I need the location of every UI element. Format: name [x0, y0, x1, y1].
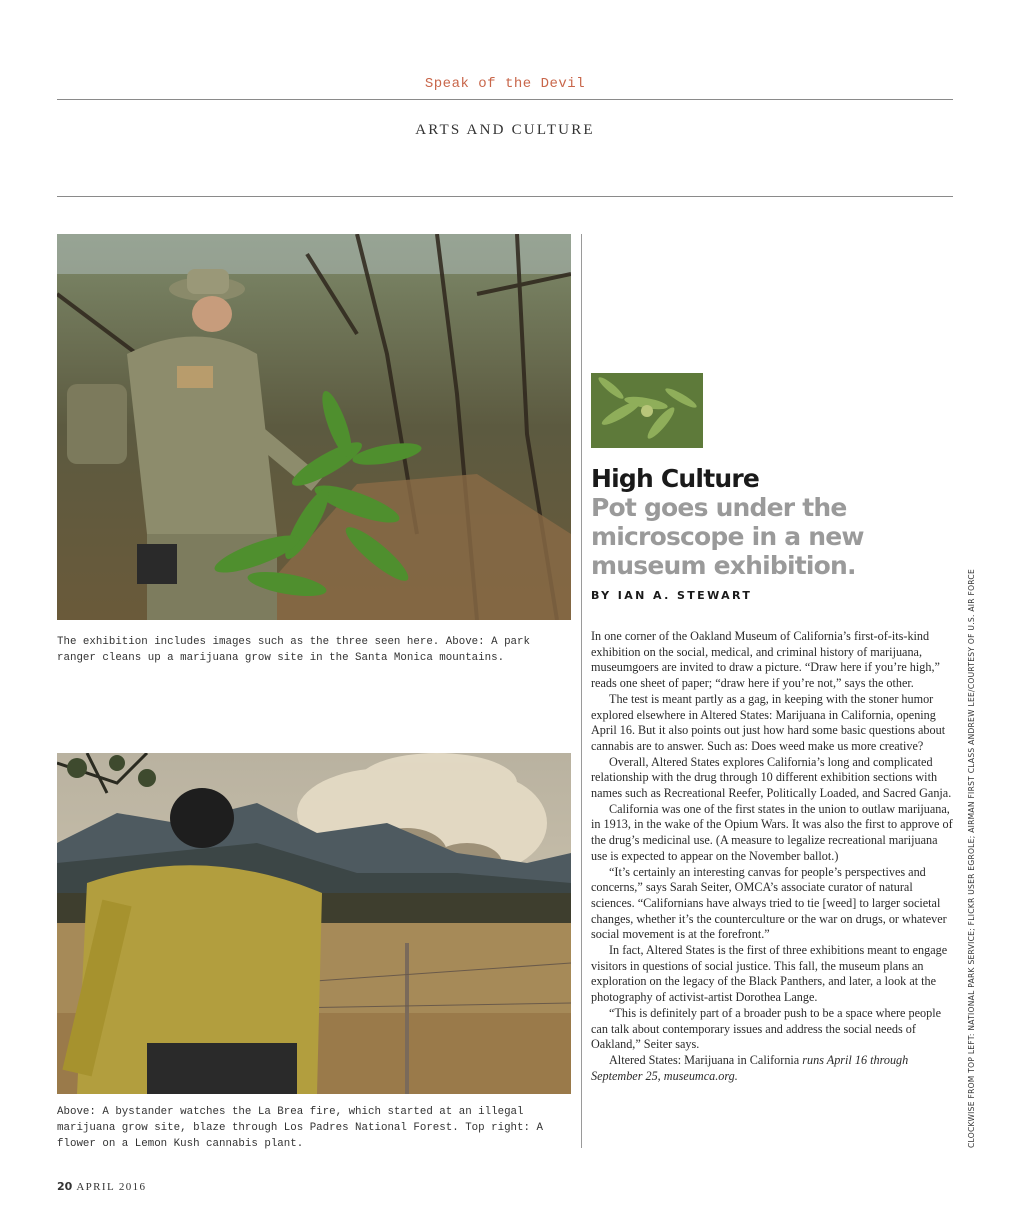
kicker: Speak of the Devil: [424, 76, 586, 92]
exhibition-name: Altered States: Marijuana in California: [609, 1052, 800, 1067]
page-number: 20: [57, 1180, 73, 1193]
article-dek: Pot goes under the microscope in a new museum exhibition.: [591, 493, 864, 580]
paragraph: The test is meant partly as a gag, in keeping with the stoner humor explored elsewhere in Altered States: Marijuana in California, opening April 16. But it also points out just how hard some basic questions about cannabis are to answer. Such as: Does weed make us more creative?: [591, 691, 946, 753]
issue-date: APRIL 2016: [76, 1181, 147, 1193]
byline: BY IAN A. STEWART: [591, 589, 753, 602]
paragraph: “This is definitely part of a broader push to be a space where people can talk about contemporary issues and address the social needs of Oakland,” Seiter says.: [591, 1005, 941, 1052]
paragraph: Overall, Altered States explores California’s long and complicated relationship with the drug through 10 different exhibition sections with names such as Recreational Reefer, Politically Loaded, and Sacred Ganja.: [591, 754, 952, 801]
paragraph: “It’s certainly an interesting canvas for people’s perspectives and concerns,” says Sarah Seiter, OMCA’s associate curator of natural sciences. “Californians have always tried to tie [weed] to larger societal changes, whether it’s the counterculture or the war on drugs, or whatever social movement is at the forefront.”: [591, 864, 947, 942]
column-divider: [581, 234, 582, 1148]
article-headline: [591, 464, 881, 580]
photo-credit: CLOCKWISE FROM TOP LEFT: NATIONAL PARK SERVICE; FLICKR USER EGROLE; AIRMAN FIRST CLASS ANDREW LEE/COURTESY OF U.S. AIR FORCE: [967, 569, 976, 1148]
ranger-photo: [57, 234, 571, 620]
header-bottom-rule: [57, 196, 953, 197]
folio: [57, 1180, 146, 1193]
fire-photo: [57, 753, 571, 1094]
bottom-photo-caption: Above: A bystander watches the La Brea fire, which started at an illegal marijuana grow site, blaze through Los Padres National Forest. Top right: A flower on a Lemon Kush cannabis plant.: [57, 1106, 543, 1150]
article-title: High Culture: [591, 464, 760, 493]
paragraph: In one corner of the Oakland Museum of California’s first-of-its-kind exhibition on the social, medical, and criminal history of marijuana, museumgoers are invited to draw a picture. “Draw here if you’re high,” reads one sheet of paper; “draw here if you’re not,” says the other.: [591, 629, 940, 691]
exhibition-info: [591, 1053, 955, 1084]
article-body: [591, 629, 955, 1084]
top-photo-caption: The exhibition includes images such as the three seen here. Above: A park ranger cleans up a marijuana grow site in the Santa Monica mountains.: [57, 636, 530, 664]
top-rule: [57, 99, 953, 100]
paragraph: In fact, Altered States is the first of three exhibitions meant to engage visitors in questions of social justice. This fall, the museum plans an exploration on the legacy of the Black Panthers, and later, a look at the photography of activist-artist Dorothea Lange.: [591, 943, 948, 1005]
paragraph: California was one of the first states in the union to outlaw marijuana, in 1913, in the wake of the Opium Wars. It was also the first to approve of the drug’s medicinal use. (A measure to legalize recreational marijuana use is expected to appear on the November ballot.): [591, 801, 953, 863]
exhibition-dates: runs April 16 through September 25, museumca.org.: [591, 1052, 909, 1083]
cannabis-inset-photo: [591, 373, 703, 448]
section-title: ARTS AND CULTURE: [415, 122, 595, 138]
